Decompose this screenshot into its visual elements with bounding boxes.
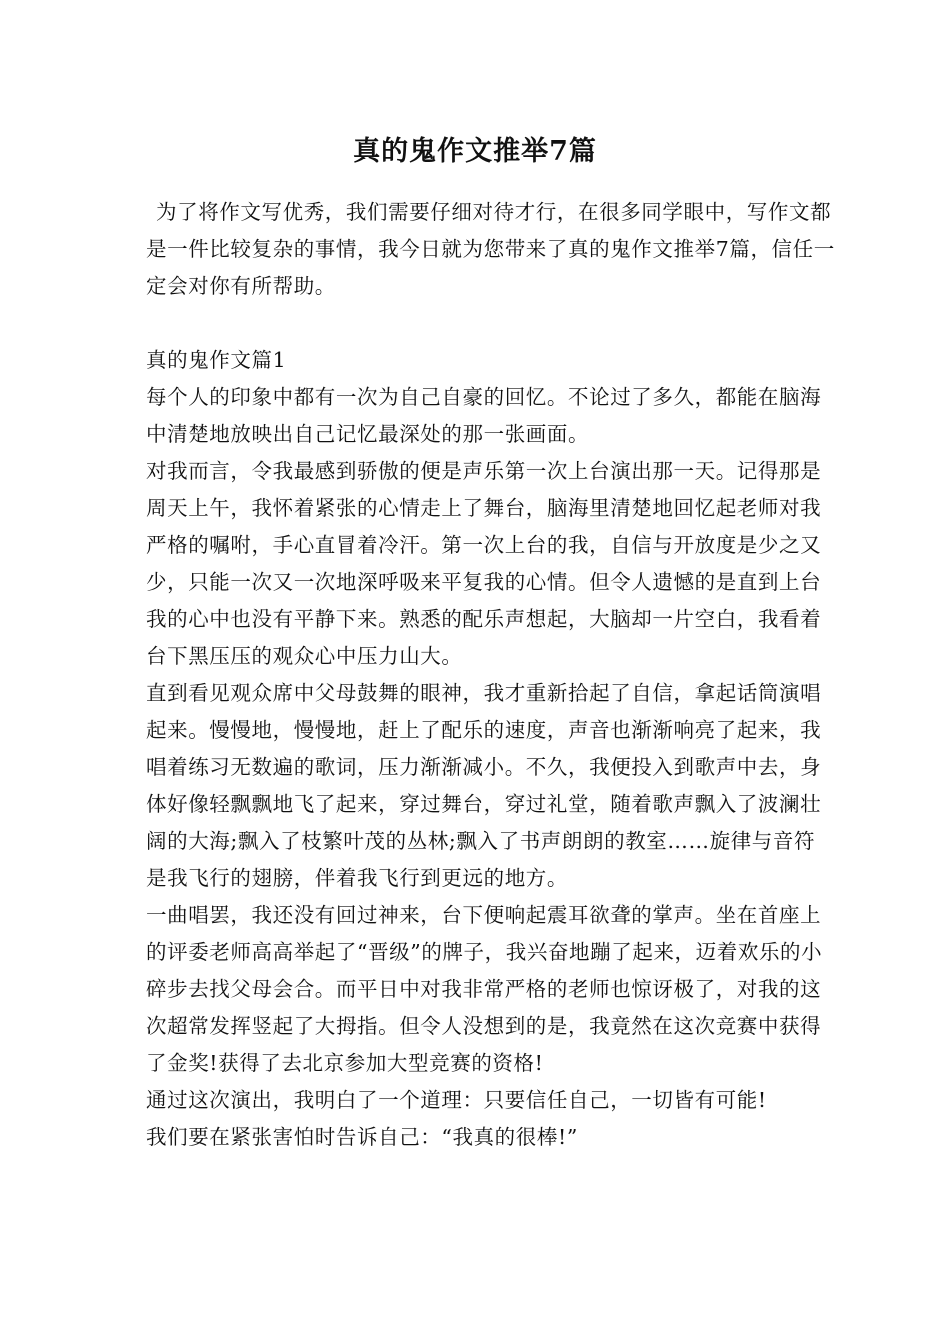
section-heading: 真的鬼作文篇1 <box>146 348 287 372</box>
body-paragraph: 每个人的印象中都有一次为自己自豪的回忆。不论过了多久，都能在脑海中清楚地放映出自己记忆最深处的那一张画面。 <box>146 385 822 446</box>
body-paragraph: 对我而言，令我最感到骄傲的便是声乐第一次上台演出那一天。记得那是周天上午，我怀着紧张的心情走上了舞台，脑海里清楚地回忆起老师对我严格的嘱咐，手心直冒着冷汗。第一次上台的我，自信与开放度是少之又少，只能一次又一次地深呼吸来平复我的心情。但令人遗憾的是直到上台我的心中也没有平静下来。熟悉的配乐声想起，大脑却一片空白，我看着台下黑压压的观众心中压力山大。 <box>146 459 822 668</box>
body-paragraph: 一曲唱罢，我还没有回过神来，台下便响起震耳欲聋的掌声。坐在首座上的评委老师高高举起了“晋级”的牌子，我兴奋地蹦了起来，迈着欢乐的小碎步去找父母会合。而平日中对我非常严格的老师也惊讶极了，对我的这次超常发挥竖起了大拇指。但令人没想到的是，我竟然在这次竞赛中获得了金奖!获得了去北京参加大型竞赛的资格! <box>146 903 823 1075</box>
paragraph-spacer <box>146 305 836 342</box>
document-title: 真的鬼作文推举7篇 <box>353 136 597 167</box>
intro-paragraph: 为了将作文写优秀，我们需要仔细对待才行，在很多同学眼中，写作文都是一件比较复杂的事情，我今日就为您带来了真的鬼作文推举7篇，信任一定会对你有所帮助。 <box>146 200 835 298</box>
document-body <box>146 194 836 1156</box>
body-paragraph: 直到看见观众席中父母鼓舞的眼神，我才重新拾起了自信，拿起话筒演唱起来。慢慢地，慢慢地，赶上了配乐的速度，声音也渐渐响亮了起来，我唱着练习无数遍的歌词，压力渐渐减小。不久，我便投入到歌声中去，身体好像轻飘飘地飞了起来，穿过舞台，穿过礼堂，随着歌声飘入了波澜壮阔的大海;飘入了枝繁叶茂的丛林;飘入了书声朗朗的教室……旋律与音符是我飞行的翅膀，伴着我飞行到更远的地方。 <box>146 681 822 890</box>
body-paragraph: 通过这次演出，我明白了一个道理：只要信任自己，一切皆有可能! <box>146 1088 767 1112</box>
body-paragraph: 我们要在紧张害怕时告诉自己：“我真的很棒!” <box>146 1125 578 1149</box>
